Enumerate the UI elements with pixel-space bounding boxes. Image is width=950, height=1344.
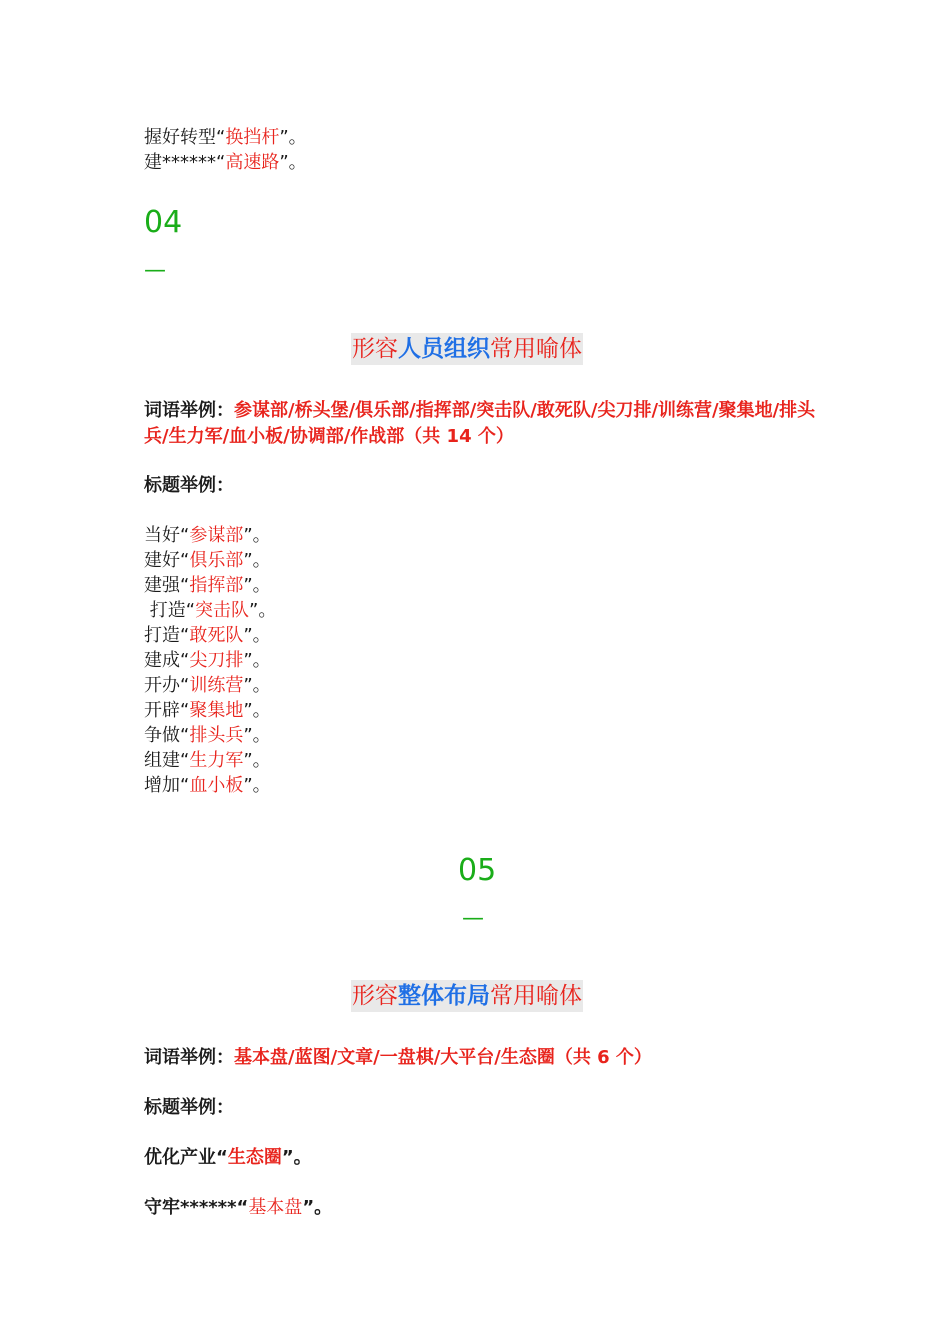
line-suffix: ”。: [279, 127, 307, 148]
line-prefix: 握好转型“: [144, 127, 226, 148]
title-example: 建成“尖刀排”。: [144, 650, 271, 671]
title-example: 优化产业“生态圈”。: [144, 1147, 312, 1168]
title-example: 开办“训练营”。: [144, 675, 271, 696]
highlight-term: 参谋部: [189, 525, 244, 546]
heading-prefix: 形容: [352, 983, 398, 1009]
word-examples: [144, 1045, 824, 1071]
title-example: 打造“突击队”。: [144, 600, 277, 621]
title-examples-list: [144, 523, 276, 798]
titles-label: 标题举例：: [144, 1097, 234, 1118]
top-line-2: [144, 150, 307, 175]
heading-suffix: 常用喻体: [490, 983, 582, 1009]
word-examples: [144, 398, 824, 450]
heading-prefix: 形容: [352, 336, 398, 362]
words-label: 词语举例：: [144, 1047, 234, 1068]
highlight-term: 生力军: [189, 750, 244, 771]
highlight-term: 尖刀排: [189, 650, 244, 671]
title-example: 争做“排头兵”。: [144, 725, 271, 746]
highlight-term: 训练营: [189, 675, 244, 696]
titles-label: 标题举例：: [144, 475, 234, 496]
title-example: 组建“生力军”。: [144, 750, 271, 771]
heading-key: 整体布局: [398, 983, 490, 1009]
title-example: 建强“指挥部”。: [144, 575, 271, 596]
highlight-term: 高速路: [225, 152, 280, 173]
highlight-term: 基本盘: [248, 1197, 303, 1218]
title-example: 开辟“聚集地”。: [144, 700, 271, 721]
section-heading: [351, 333, 583, 365]
title-example: 增加“血小板”。: [144, 775, 271, 796]
line-prefix: 建******“: [144, 152, 226, 173]
heading-suffix: 常用喻体: [490, 336, 582, 362]
highlight-term: 换挡杆: [225, 127, 280, 148]
words-label: 词语举例：: [144, 400, 234, 421]
section-dash: —: [144, 258, 166, 283]
section-number: 04: [144, 205, 183, 240]
highlight-term: 俱乐部: [189, 550, 244, 571]
top-line-1: [144, 125, 307, 150]
words-list: 基本盘/蓝图/文章/一盘棋/大平台/生态圈（共 6 个）: [234, 1047, 652, 1068]
highlight-term: 生态圈: [227, 1147, 282, 1168]
title-example: 建好“俱乐部”。: [144, 550, 271, 571]
section-heading: [351, 980, 583, 1012]
highlight-term: 指挥部: [189, 575, 244, 596]
section-number: 05: [458, 853, 497, 888]
words-list: 参谋部/桥头堡/俱乐部/指挥部/突击队/敢死队/尖刀排/训练营/聚集地/排头兵/生力军/血小板/协调部/作战部（共 14 个）: [144, 400, 816, 447]
highlight-term: 血小板: [189, 775, 244, 796]
highlight-term: 突击队: [195, 600, 250, 621]
line-suffix: ”。: [279, 152, 307, 173]
section-dash: —: [462, 906, 484, 931]
title-example: 打造“敢死队”。: [144, 625, 271, 646]
highlight-term: 敢死队: [189, 625, 244, 646]
highlight-term: 排头兵: [189, 725, 244, 746]
title-example: 当好“参谋部”。: [144, 525, 271, 546]
title-example: 守牢******“基本盘”。: [144, 1197, 333, 1218]
highlight-term: 聚集地: [189, 700, 244, 721]
heading-key: 人员组织: [398, 336, 490, 362]
